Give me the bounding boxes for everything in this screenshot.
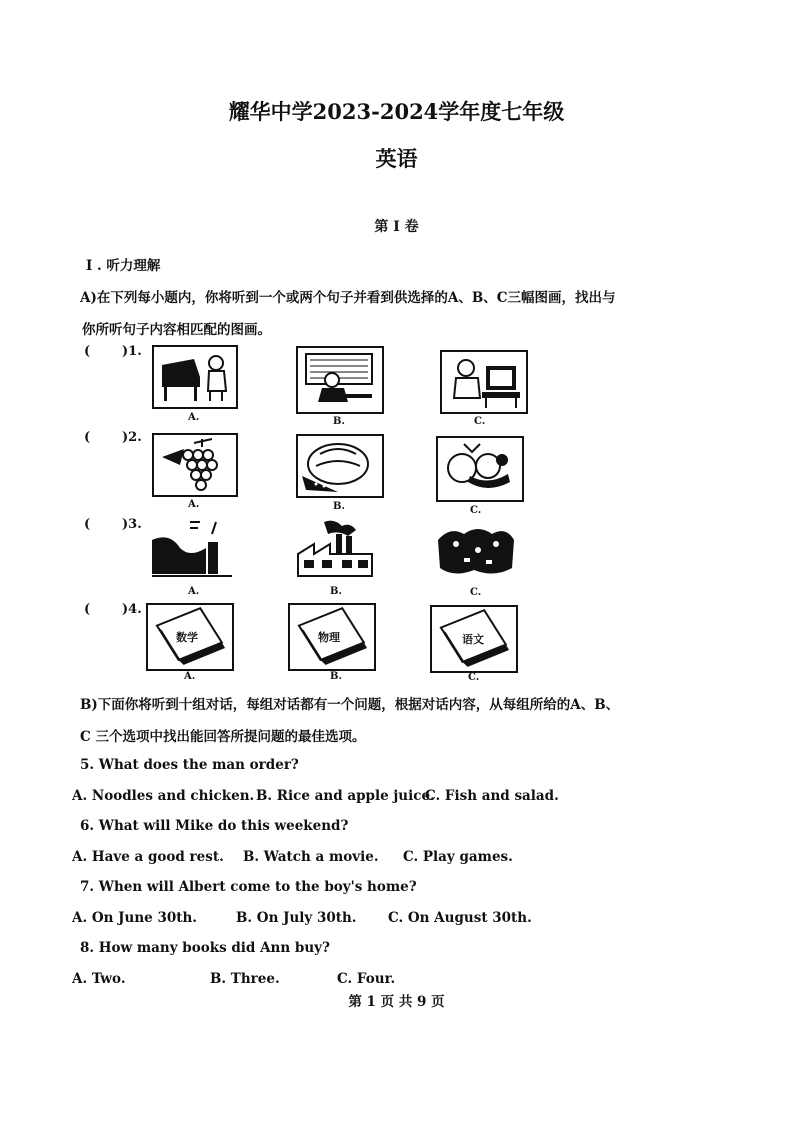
option-c: C. On August 30th.	[388, 910, 532, 926]
caption-a: A.	[188, 499, 200, 510]
volume-label: 第 I 卷	[374, 219, 419, 235]
caption-c: C.	[468, 672, 480, 683]
part-a-instruction-line1: A)在下列每小题内，你将听到一个或两个句子并看到供选择的A、B、C三幅图画，找出与	[80, 290, 616, 306]
caption-a: A.	[188, 586, 200, 597]
answer-paren: (	[84, 602, 91, 617]
question-5: 5. What does the man order?	[80, 757, 299, 773]
caption-b: B.	[333, 416, 345, 427]
option-b: B. On July 30th.	[236, 910, 357, 926]
picture-1c-computer	[440, 350, 528, 414]
caption-b: B.	[333, 501, 345, 512]
picture-1b-studying	[296, 346, 384, 414]
answer-paren: (	[84, 430, 91, 445]
picture-2c-fruit	[436, 436, 524, 502]
picture-4c-book-chinese	[430, 605, 518, 673]
caption-b: B.	[330, 586, 342, 597]
option-c: C. Fish and salad.	[425, 788, 559, 804]
part-b-instruction-line1: B)下面你将听到十组对话，每组对话都有一个问题，根据对话内容，从每组所给的A、B、	[80, 697, 620, 713]
document-title: 耀华中学2023-2024学年度七年级	[228, 99, 565, 124]
picture-3c-litter	[434, 520, 518, 580]
question-number: )4.	[122, 602, 142, 617]
picture-2a-grapes	[152, 433, 238, 497]
answer-paren: (	[84, 517, 91, 532]
caption-a: A.	[184, 671, 196, 682]
page-number: 第 1 页 共 9 页	[348, 994, 445, 1010]
caption-b: B.	[330, 671, 342, 682]
picture-3b-factory	[294, 518, 376, 580]
subject-title: 英语	[375, 146, 418, 171]
caption-c: C.	[470, 587, 482, 598]
option-c: C. Four.	[337, 971, 396, 987]
section-heading: I . 听力理解	[86, 258, 161, 274]
picture-3a-water-pollution	[150, 518, 234, 580]
question-number: )1.	[122, 344, 142, 359]
part-b-instruction-line2: C 三个选项中找出能回答所提问题的最佳选项。	[80, 729, 366, 745]
caption-c: C.	[474, 416, 486, 427]
picture-4b-book-physics	[288, 603, 376, 671]
option-a: A. Noodles and chicken.	[72, 788, 255, 804]
question-8: 8. How many books did Ann buy?	[80, 940, 330, 956]
question-7: 7. When will Albert come to the boy's home?	[80, 879, 417, 895]
option-b: B. Rice and apple juice.	[256, 788, 435, 804]
option-a: A. Have a good rest.	[72, 849, 224, 865]
option-c: C. Play games.	[403, 849, 513, 865]
book-label: 语文	[462, 633, 484, 646]
option-a: A. On June 30th.	[72, 910, 197, 926]
book-label: 物理	[318, 631, 340, 644]
option-b: B. Watch a movie.	[243, 849, 379, 865]
question-number: )2.	[122, 430, 142, 445]
caption-a: A.	[188, 412, 200, 423]
question-number: )3.	[122, 517, 142, 532]
answer-paren: (	[84, 344, 91, 359]
caption-c: C.	[470, 505, 482, 516]
picture-2b-watermelon	[296, 434, 384, 498]
part-a-instruction-line2: 你所听句子内容相匹配的图画。	[82, 322, 271, 338]
picture-1a-piano	[152, 345, 238, 409]
picture-4a-book-math	[146, 603, 234, 671]
option-a: A. Two.	[72, 971, 126, 987]
question-6: 6. What will Mike do this weekend?	[80, 818, 349, 834]
book-label: 数学	[176, 631, 198, 644]
option-b: B. Three.	[210, 971, 280, 987]
